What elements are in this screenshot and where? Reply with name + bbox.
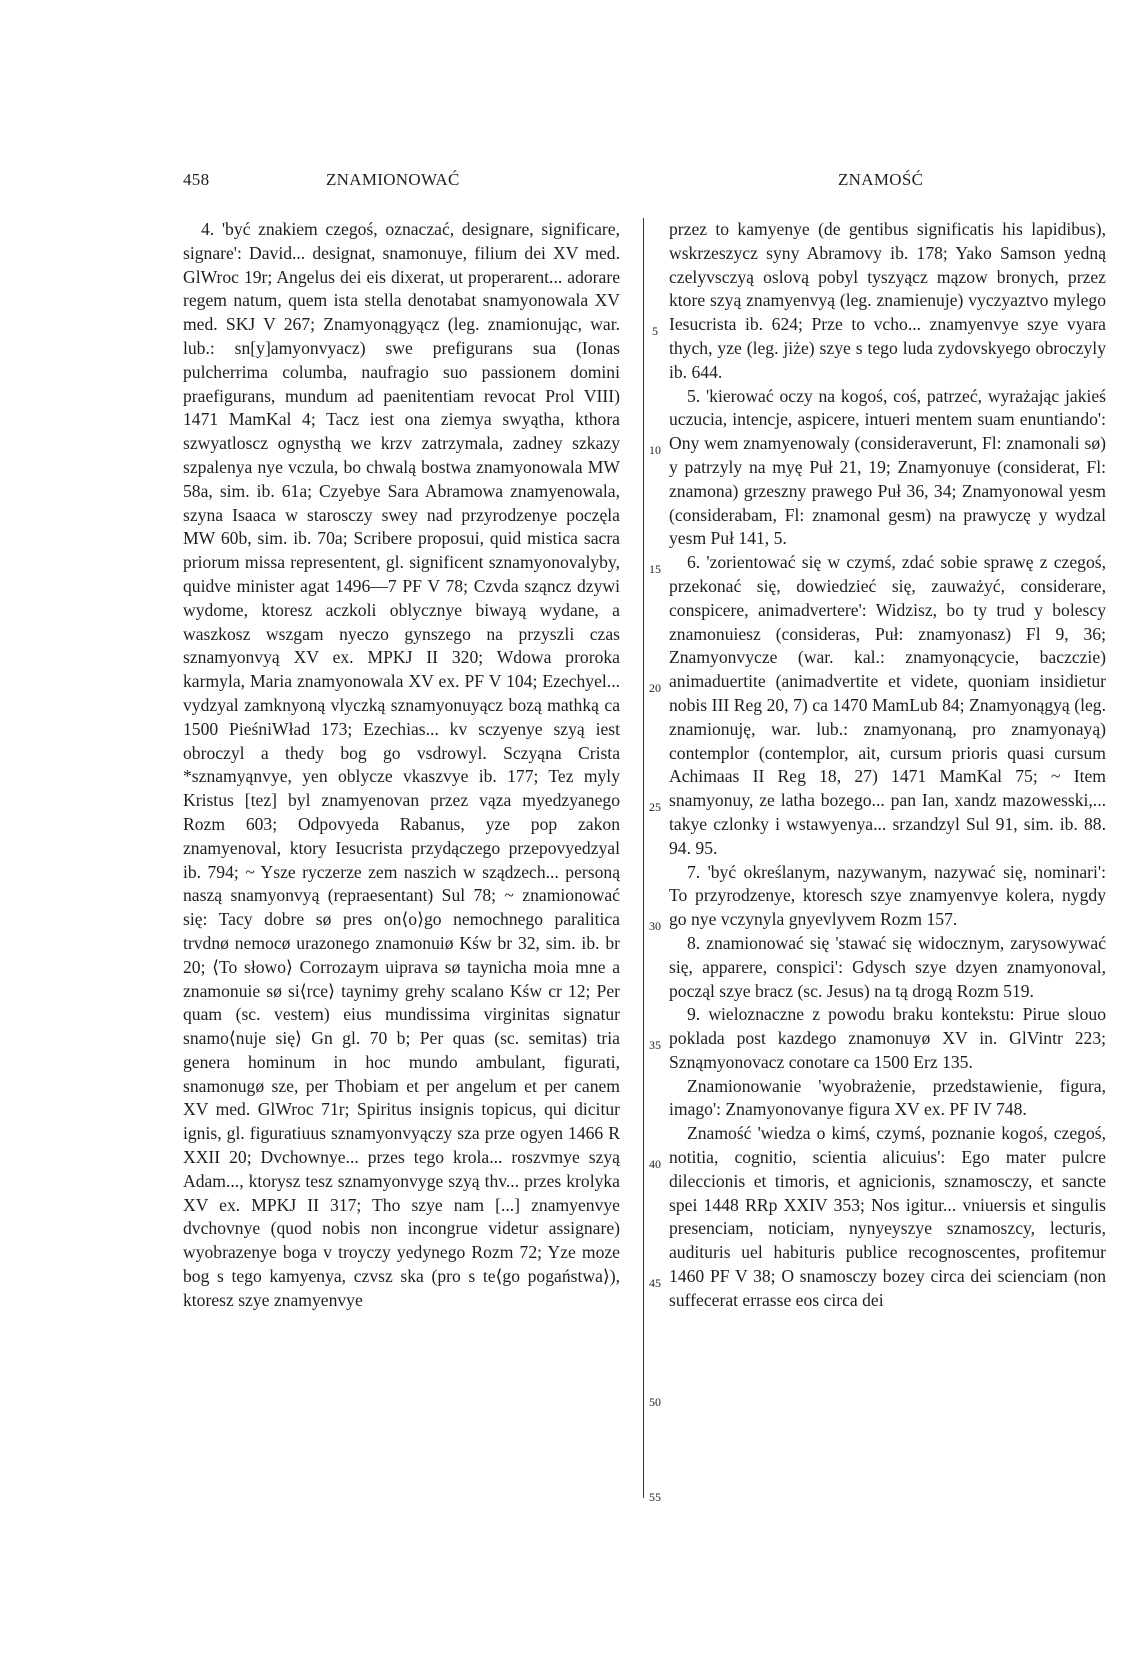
left-column	[183, 218, 620, 1313]
left-running-head: ZNAMIONOWAĆ	[326, 170, 460, 189]
line-number: 50	[649, 1395, 661, 1409]
right-column	[669, 218, 1106, 1313]
column-divider	[643, 218, 644, 1498]
line-number: 40	[649, 1157, 661, 1171]
line-number: 30	[649, 919, 661, 933]
entry-paragraph: Znamość 'wiedza o kimś, czymś, poznanie kogoś, czegoś, notitia, cognitio, scientia alicuius': Ego mater pulcre dileccionis et timoris, et agnicionis, sznamosczy, et sancte spei 1448 RRp XXIV 353; Nos igitur... vniuersis et singulis presenciam, noticiam, nynyeyszye sznamoszcy, lecturis, audituris uel habituris publice recognoscentes, profitemur 1460 PF V 38; O snamosczy bozey circa dei scienciam (non suffecerat errasse eos circa dei	[669, 1123, 1106, 1310]
line-number: 35	[649, 1038, 661, 1052]
entry-paragraph: 4. 'być znakiem czegoś, oznaczać, designare, significare, signare': David... designat, snamonuye, filium dei XV med. GlWroc 19r; Angelus dei eis dixerat, ut properarent... adorare regem natum, quem ista stella denotabat snamyonowala XV med. SKJ V 267; Znamyonągyącz (leg. znamionując, war. lub.: sn[y]amyonvyacz) swe prefigurans sua (Ionas pulcherrima columba, naufragio suo passionem domini praefigurans, mundum ad paenitentiam revocat Prol VIII) 1471 MamKal 4; Tacz iest ona ziemya swyątha, kthora szwyatloscz ognysthą we krzv zatrzymala, zadney szkazy szpalenya nye vczula, bo chwalą bostwa znamyonowala MW 58a, sim. ib. 61a; Czyebye Sara Abramowa znamyenowala, szyna Isaaca w starosczy swey nad przyrodzenye poczęla MW 60b, sim. ib. 70a; Scribere proposui, quid mistica sacra priorum missa representent, gl. significent sznamyonovalyby, quidve minister agat 1496—7 PF V 78; Czvda sząncz dzywi wydome, ktoresz aczkoli oblycznye biwayą wydane, a waszkosz wszgam nyeczo gynszego na przyszli czas sznamyonvyą XV ex. MPKJ II 320; Wdowa proroka karmyla, Maria znamyonowala XV ex. PF V 104; Ezechyel... vydzyal zamknyoną vlyczką sznamyonuyącz bozą mathką ca 1500 PieśniWład 173; Ezechias... kv sczyenye szyą iest obroczyl a thedy bog go vsdrowyl. Sczyąna Crista *sznamyąnvye, yen oblycze vkaszvye ib. 177; Tez myly Kristus [tez] byl znamyenovan przez vąza myedzyanego Rozm 603; Odpovyeda Rabanus, yze pop zakon znamyenoval, ktory Iesucrista przydączego przepovyedzyal ib. 794; ~ Ysze ryczerze zem naszich w sządzech... personą naszą snamyonvyą (repraesentant) Sul 78; ~ znamionować się: Tacy dobre sø pres on⟨o⟩go nemochnego paralitica trvdnø nemocø urazonego znamonuiø Kśw br 32, sim. ib. br 20; ⟨To słowo⟩ Corrozaym uiprava sø taynicha moia mne a znamonuie sø si⟨rce⟩ taynimy grehy scalano Kśw cr 12; Per quam (sc. vestem) eius mundissima virginitas signatur snamo⟨nuje się⟩ Gn gl. 70 b; Per quas (sc. semitas) tria genera hominum in hoc mundo ambulant, figurati, snamonugø sze, per Thobiam et per angelum et per canem XV med. GlWroc 71r; Spiritus insignis topicus, qui dicitur ignis, gl. figuratiuus sznamyonvyączy sza prze ogyen 1466 R XXII 20; Dvchownye... przes tego krola... roszvmye szyą Adam..., ktorysz tesz sznamyonvyge szyą thv... przes krolyka XV ex. MPKJ II 317; Tho szye nam [...] znamyenvye dvchovnye (quod nobis non incongrue videtur assignare) wyobrazenye boga v troyczy yedynego Rozm 72; Yze moze bog s tego kamyenya, czvsz ska (pro s te⟨go pogaństwa⟩), ktoresz szye znamyenvye	[183, 219, 620, 1310]
line-number: 25	[649, 800, 661, 814]
entry-paragraph: 6. 'zorientować się w czymś, zdać sobie sprawę z czegoś, przekonać się, dowiedzieć się, zauważyć, considerare, conspicere, animadvertere': Widzisz, bo ty trud y bolescy znamonuiesz (consideras, Puł: znamyonasz) Fl 9, 36; Znamyonvycze (war. kal.: znamyonącycie, baczczie) animaduertite (animadvertite et videte, quoniam insidietur nobis III Reg 20, 7) ca 1470 MamLub 84; Znamyonągyą (leg. znamionuję, war. lub.: znamyonaną, pro znamyonayą) contemplor (contemplor, ait, cursum prioris quasi cursum Achimaas II Reg 18, 27) 1471 MamKal 75; ~ Item snamyonuy, ze latha bozego... pan Ian, xandz mazowesski,... takye czlonky i wstawyenya... srzandzyl Sul 91, sim. ib. 88. 94. 95.	[669, 552, 1106, 858]
line-number: 10	[649, 443, 661, 457]
entry-paragraph: przez to kamyenye (de gentibus significatis his lapidibus), wskrzeszycz syny Abramovy ib. 178; Yako Samson yedną czelyvsczyą oslovą pobyl tyszyącz mązow bronych, przez ktore szyą znamyenvyą (leg. znamienuje) vyczyaztvo mylego Iesucrista ib. 624; Prze to vcho... znamyenvye szye vyara thych, yze (leg. jiże) szye s tego luda zydovskyego obroczyly ib. 644.	[669, 219, 1106, 382]
entry-paragraph: 7. 'być określanym, nazywanym, nazywać się, nominari': To przyrodzenye, ktoresch szye znamyenvye kolera, nygdy go nye vczynyla gnyevlyvem Rozm 157.	[669, 861, 1106, 930]
line-number: 20	[649, 681, 661, 695]
line-number: 5	[652, 324, 658, 338]
entry-paragraph: 5. 'kierować oczy na kogoś, coś, patrzeć, wyrażając jakieś uczucia, intencje, aspicere, intueri mentem suam enuntiando': Ony wem znamyenowaly (consideraverunt, Fl: znamonali sø) y patrzyly na myę Puł 21, 19; Znamyonuye (considerat, Fl: znamona) grzeszny prawego Puł 36, 34; Znamyonowal yesm (considerabam, Fl: znamonal gesm) na prawyczę y wydzal yesm Puł 141, 5.	[669, 385, 1106, 549]
right-running-head: ZNAMOŚĆ	[838, 170, 924, 189]
page-number: 458	[183, 170, 210, 189]
line-number: 45	[649, 1276, 661, 1290]
line-number: 55	[649, 1490, 661, 1504]
line-number: 15	[649, 562, 661, 576]
entry-paragraph: 8. znamionować się 'stawać się widocznym, zarysowywać się, apparere, conspici': Gdysch szye dzyen znamyonoval, począl szye bracz (sc. Jesus) na tą drogą Rozm 519.	[669, 932, 1106, 1001]
entry-paragraph: Znamionowanie 'wyobrażenie, przedstawienie, figura, imago': Znamyonovanye figura XV ex. PF IV 748.	[669, 1075, 1106, 1120]
entry-paragraph: 9. wieloznaczne z powodu braku kontekstu: Pirue slouo poklada post kazdego znamonuyø XV in. GlVintr 223; Sznąmyonovacz conotare ca 1500 Erz 135.	[669, 1004, 1106, 1072]
